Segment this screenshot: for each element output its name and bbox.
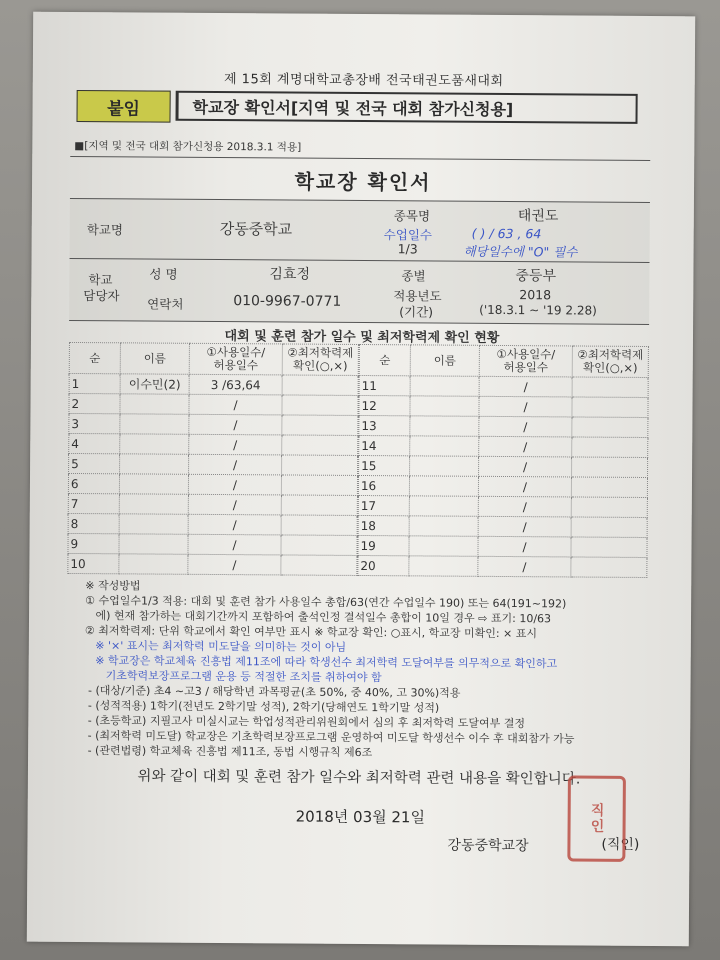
cell-no: 6: [68, 473, 119, 493]
contact-label: 연락처: [147, 296, 184, 312]
period-range: ('18.3.1 ~ '19 2.28): [479, 302, 597, 318]
cell-name: [120, 434, 189, 454]
instruction-line: ① 수업일수1/3 적용: 대회 및 훈련 참가 사용일수 총합/63(연간 수업일수 190) 또는 64(191~192): [85, 594, 567, 611]
cell-no: 9: [68, 533, 119, 553]
table-row: [69, 453, 358, 475]
cell-name: [119, 534, 188, 554]
principal: 강동중학교장: [447, 837, 529, 855]
cell-no: 12: [359, 395, 410, 415]
table-row: [359, 395, 648, 417]
period-label-1: 적용년도: [393, 288, 442, 304]
col-name: 이름: [120, 343, 189, 374]
cell-no: 8: [68, 513, 119, 533]
cell-days: /: [188, 554, 281, 575]
col-no: 순: [69, 342, 120, 373]
cell-name: [119, 474, 188, 494]
cell-days: /: [479, 396, 572, 417]
instructions: [84, 578, 645, 762]
school-label: 학교명: [86, 222, 124, 238]
date: 2018년 03월 21일: [295, 807, 426, 827]
cell-check: [572, 417, 648, 438]
cell-days: /: [478, 476, 571, 497]
cell-no: 19: [358, 535, 409, 555]
cell-name: [409, 556, 478, 576]
instruction-line: 기초학력보장프로그램 운용 등 적절한 조치를 취하여야 함: [84, 669, 382, 685]
sport-value: 태권도: [517, 208, 559, 225]
col-no: 순: [359, 344, 410, 375]
cell-days: /: [478, 496, 571, 517]
table-row: [358, 535, 647, 557]
table-row: [358, 515, 647, 537]
cell-check: [571, 477, 647, 498]
table-header-row: [359, 344, 648, 377]
cell-check: [572, 457, 648, 478]
table-row: [68, 533, 357, 555]
cell-check: [571, 517, 647, 538]
instruction-line: - (최저학력 미도달) 학교장은 기초학력보장프로그램 운영하여 미도달 학생선수 이수 후 대회참가 가능: [84, 729, 575, 746]
cell-check: [281, 475, 357, 496]
document-page: [27, 12, 695, 947]
cell-no: 7: [68, 493, 119, 513]
col-check: ②최저학력제 확인(○,×): [572, 346, 648, 378]
cell-days: /: [479, 436, 572, 457]
seal-note: (직인): [601, 836, 640, 853]
cell-check: [571, 537, 647, 558]
cell-no: 5: [69, 453, 120, 473]
cell-check: [571, 497, 647, 518]
cell-name: [120, 394, 189, 414]
cell-days: /: [188, 474, 281, 495]
table-row: [69, 373, 358, 395]
table-title: 대회 및 훈련 참가 일수 및 최저학력제 확인 현황: [224, 329, 500, 346]
document-title: 학교장 확인서: [294, 169, 432, 195]
table-row: [68, 553, 357, 575]
cell-name: [119, 554, 188, 574]
cell-name: [120, 454, 189, 474]
cell-check: [281, 535, 357, 556]
period-label-2: (기간): [399, 304, 434, 320]
cell-days: /: [189, 454, 282, 475]
cell-days: /: [479, 376, 572, 397]
school-days-label: 수업일수: [383, 227, 433, 243]
contact-value: 010-9967-0771: [233, 293, 342, 310]
cell-check: [282, 375, 358, 396]
cell-check: [571, 557, 647, 578]
cell-name: [119, 514, 188, 534]
cell-days: /: [479, 416, 572, 437]
cell-days: /: [188, 514, 281, 535]
cell-days: /: [478, 516, 571, 537]
cell-name: [410, 376, 479, 396]
table-row: [69, 393, 358, 415]
cell-days: /: [478, 536, 571, 557]
cell-check: [281, 555, 357, 576]
cell-name: 이수민(2): [120, 374, 189, 394]
instruction-line: ※ 학교장은 학교체육 진흥법 제11조에 따라 학생선수 최저학력 도달여부를 의무적으로 확인하고: [84, 654, 558, 671]
instructions-heading: ※ 작성방법: [85, 579, 141, 593]
sport-label: 종목명: [393, 208, 431, 224]
cell-no: 11: [359, 375, 410, 395]
attachment-badge: 붙임: [76, 90, 170, 123]
school-days-hint: 해당일수에 "O" 필수: [463, 243, 578, 260]
manager-name: 김효정: [269, 266, 311, 283]
table-header-row: [69, 342, 358, 375]
cell-name: [410, 456, 479, 476]
confirm-text: 위와 같이 대회 및 훈련 참가 일수와 최저학력 관련 내용을 확인합니다.: [137, 768, 581, 788]
instruction-line: - (성적적용) 1학기(전년도 2학기말 성적), 2학기(당해연도 1학기말 성적): [84, 699, 440, 715]
col-name: 이름: [410, 345, 479, 376]
cell-no: 17: [358, 495, 409, 515]
school-name: 강동중학교: [219, 220, 293, 239]
school-days-value: ( ) / 63 , 64: [471, 225, 542, 242]
table-row: [358, 495, 647, 517]
cell-no: 10: [68, 553, 119, 573]
instruction-line: ② 최저학력제: 단위 학교에서 확인 여부만 표시 ※ 학교장 확인: ○표시, 학교장 미확인: × 표시: [84, 624, 538, 641]
cell-check: [572, 397, 648, 418]
cell-days: /: [188, 494, 281, 515]
cell-name: [409, 496, 478, 516]
instruction-line: - (관련법령) 학교체육 진흥법 제11조, 동법 시행규칙 제6조: [84, 744, 373, 760]
cell-days: /: [478, 556, 571, 577]
cell-no: 18: [358, 515, 409, 535]
cell-name: [409, 516, 478, 536]
cell-no: 14: [359, 435, 410, 455]
status-table-right: [357, 344, 649, 578]
category-value: 중등부: [515, 268, 557, 285]
table-row: [69, 413, 358, 435]
cell-no: 3: [69, 413, 120, 433]
cell-no: 20: [358, 555, 409, 575]
instruction-line: 에) 현재 참가하는 대회기간까지 포함하여 출석인정 결석일수 총합이 10일 경우 ⇨ 표기: 10/63: [84, 609, 552, 626]
table-row: [359, 455, 648, 477]
cell-check: [281, 515, 357, 536]
header-title: 학교장 확인서[지역 및 전국 대회 참가신청용]: [175, 91, 637, 124]
table-row: [68, 493, 357, 515]
category-label: 종별: [401, 268, 426, 284]
cell-name: [409, 536, 478, 556]
cell-check: [282, 415, 358, 436]
cell-name: [120, 414, 189, 434]
manager-label-1: 학교: [88, 272, 113, 288]
cell-days: /: [189, 434, 282, 455]
table-row: [358, 555, 647, 577]
cell-name: [409, 476, 478, 496]
instruction-line: - (초등학교) 지필고사 미실시교는 학업성적관리위원회에서 심의 후 최저학력 도달여부 결정: [84, 714, 526, 731]
table-row: [69, 433, 358, 455]
period-year: 2018: [519, 287, 552, 303]
school-days-fraction: 1/3: [397, 241, 418, 257]
cell-no: 4: [69, 433, 120, 453]
instruction-line: ※ '×' 표시는 최저학력 미도달을 의미하는 것이 아님: [84, 639, 347, 654]
cell-days: 3 /63,64: [189, 374, 282, 395]
cell-no: 2: [69, 393, 120, 413]
cell-no: 13: [359, 415, 410, 435]
cell-name: [410, 396, 479, 416]
instruction-line: - (대상/기준) 초4 ~고3 / 해당학년 과목평균(초 50%, 중 40%, 고 30%)적용: [84, 684, 461, 700]
cell-check: [572, 437, 648, 458]
note-line: ■[지역 및 전국 대회 참가신청용 2018.3.1 적용]: [74, 139, 302, 154]
divider: [70, 156, 650, 161]
table-row: [68, 473, 357, 495]
cell-no: 15: [359, 455, 410, 475]
table-row: [359, 415, 648, 437]
cell-days: /: [189, 394, 282, 415]
cell-days: /: [188, 534, 281, 555]
status-table-left: [67, 342, 359, 576]
cell-check: [572, 377, 648, 398]
table-row: [358, 475, 647, 497]
cell-no: 16: [358, 475, 409, 495]
table-row: [359, 375, 648, 397]
cell-no: 1: [69, 373, 120, 393]
col-check: ②최저학력제 확인(○,×): [282, 344, 358, 376]
cell-check: [281, 495, 357, 516]
table-row: [68, 513, 357, 535]
col-days: ①사용일수/ 허용일수: [479, 345, 572, 377]
name-label: 성 명: [149, 266, 178, 282]
cell-check: [282, 455, 358, 476]
cell-name: [410, 416, 479, 436]
cell-name: [119, 494, 188, 514]
cell-name: [410, 436, 479, 456]
cell-days: /: [189, 414, 282, 435]
manager-label-2: 담당자: [83, 288, 120, 304]
table-row: [359, 435, 648, 457]
cell-days: /: [479, 456, 572, 477]
competition-title: 제 15회 계명대학교총장배 전국태권도품새대회: [223, 72, 504, 89]
cell-check: [282, 395, 358, 416]
official-seal: 직인: [567, 775, 626, 861]
col-days: ①사용일수/ 허용일수: [189, 343, 282, 375]
cell-check: [282, 435, 358, 456]
